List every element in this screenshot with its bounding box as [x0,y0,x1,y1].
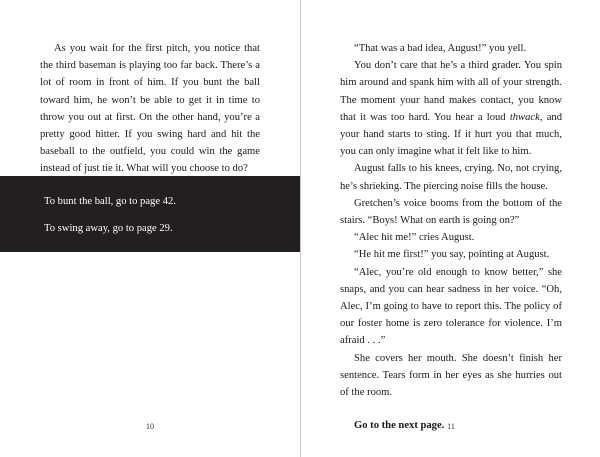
paragraph-2 [340,57,562,160]
paragraph-1: “That was a bad idea, August!” you yell. [354,43,527,54]
go-to-next-page: Go to the next page. [354,420,445,432]
paragraph-5: “Alec hit me!” cries August. [354,232,475,244]
paragraph-2-end: , and your hand starts to sting. If it hurt you that much, you can only imagine what it felt like to him. [340,111,562,158]
paragraph-3: August falls to his knees, crying. No, not crying, he’s shrieking. The piercing noise fills the house. [340,163,562,192]
left-page-text [40,40,260,178]
page-number-left: 10 [146,422,154,431]
paragraph-8: She covers her mouth. She doesn’t finish her sentence. Tears form in her eyes as she hurries out of the room. [340,352,562,399]
paragraph-6: “He hit me first!” you say, pointing at August. [354,249,550,261]
right-page [301,0,600,457]
page-number-right: 11 [447,422,455,431]
paragraph-2-start: You don’t care that he’s a third grader. You spin him around and spank him with all of your strength. The moment your hand makes contact, you know that it was too hard. You hear a loud [340,60,562,123]
right-page-text [340,40,562,434]
left-paragraph: As you wait for the first pitch, you notice that the third baseman is playing too far back. There’s a lot of room in front of him. If you bunt the ball toward him, he won’t be able to get it in time to throw you out at first. On the other hand, you’re a pretty good hitter. If you swing hard and hit the baseball to the outfield, you could win the game instead of just tie it. What will you choose to do? [40,43,260,175]
choice-swing-away: To swing away, go to page 29. [44,223,173,234]
choice-bunt: To bunt the ball, go to page 42. [44,196,176,207]
paragraph-7: “Alec, you’re old enough to know better,” she snaps, and you can hear sadness in her voice. “Oh, Alec, I’m going to have to report this. The policy of our foster home is zero tolerance for violence. I’m afraid . . .” [340,266,562,347]
choice-box [0,176,300,252]
paragraph-4: Gretchen’s voice booms from the bottom of the stairs. “Boys! What on earth is going on?” [340,197,562,227]
thwack-emphasis: thwack [509,111,540,123]
